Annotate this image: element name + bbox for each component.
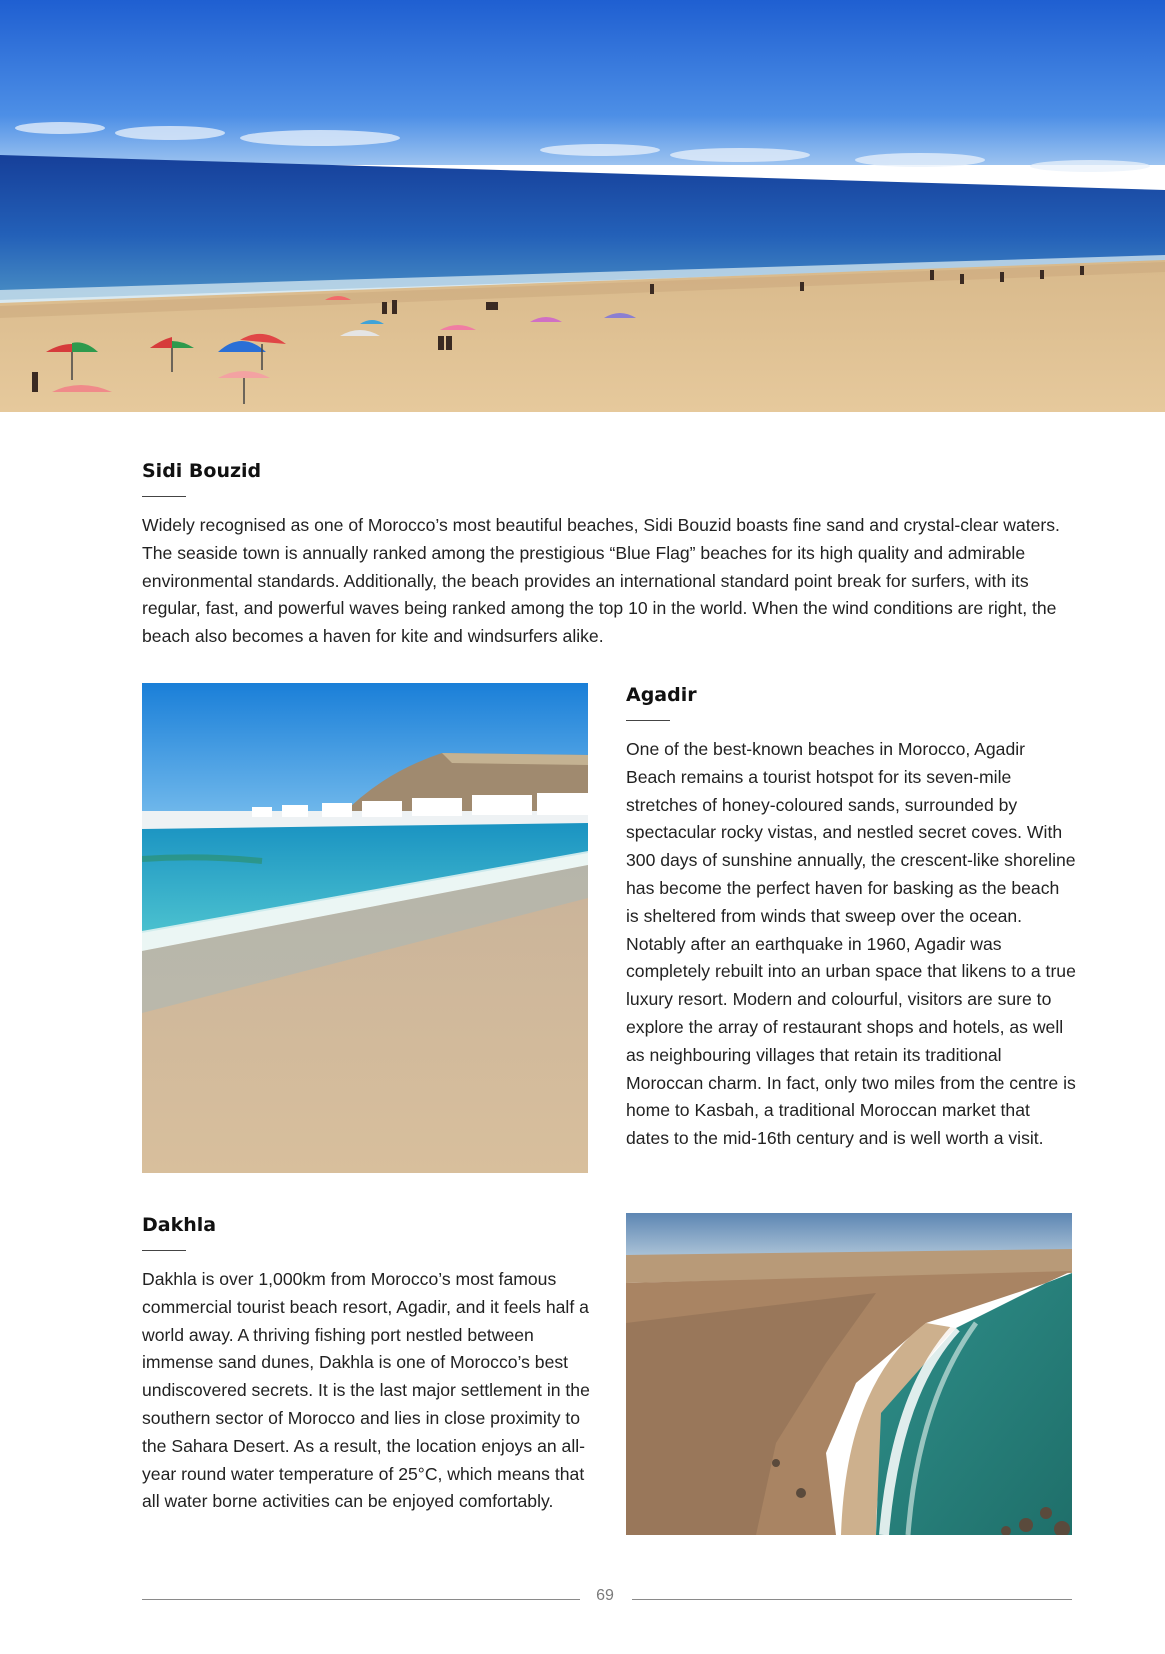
dakhla-coast-photo (626, 1213, 1072, 1535)
section-text-agadir: One of the best-known beaches in Morocco, Agadir Beach remains a tourist hotspot for its seven-mile stretches of honey-coloured sands, surrounded by spectacular rocky vistas, and nestled secret coves. With 300 days of sunshine annually, the crescent-like shoreline has become the perfect haven for basking as the beach is sheltered from winds that sweep over the ocean. Notably after an earthquake in 1960, Agadir was completely rebuilt into an urban space that likens to a true luxury resort. Modern and colourful, visitors are sure to explore the array of restaurant shops and hotels, as well as neighbouring villages that retain its traditional Moroccan charm. In fact, only two miles from the centre is home to Kasbah, a traditional Moroccan market that dates to the mid-16th century and is well worth a visit. (626, 739, 1076, 1149)
section-text-sidi-bouzid: Widely recognised as one of Morocco’s most beautiful beaches, Sidi Bouzid boasts fine sand and crystal-clear waters. The seaside town is annually ranked among the prestigious “Blue Flag” beaches for its high quality and admirable environmental standards. Additionally, the beach provides an international standard point break for surfers, with its regular, fast, and powerful waves being ranked among the top 10 in the world. When the wind conditions are right, the beach also becomes a haven for kite and windsurfers alike. (142, 515, 1060, 647)
footer-rule-right (632, 1599, 1072, 1600)
agadir-beach-photo (142, 683, 588, 1173)
section-heading-agadir: Agadir (626, 684, 697, 706)
section-heading-sidi-bouzid: Sidi Bouzid (142, 460, 262, 482)
heading-underline (142, 1250, 186, 1251)
heading-underline (626, 720, 670, 721)
section-text-dakhla: Dakhla is over 1,000km from Morocco’s most famous commercial tourist beach resort, Agadir, and it feels half a world away. A thriving fishing port nestled between immense sand dunes, Dakhla is one of Morocco’s best undiscovered secrets. It is the last major settlement in the southern sector of Morocco and lies in close proximity to the Sahara Desert. As a result, the location enjoys an all-year round water temperature of 25°C, which means that all water borne activities can be enjoyed comfortably. (142, 1269, 590, 1512)
footer-rule-left (142, 1599, 580, 1600)
section-heading-dakhla: Dakhla (142, 1214, 217, 1236)
page-number: 69 (596, 1587, 614, 1604)
hero-beach-photo (0, 0, 1165, 412)
heading-underline (142, 496, 186, 497)
